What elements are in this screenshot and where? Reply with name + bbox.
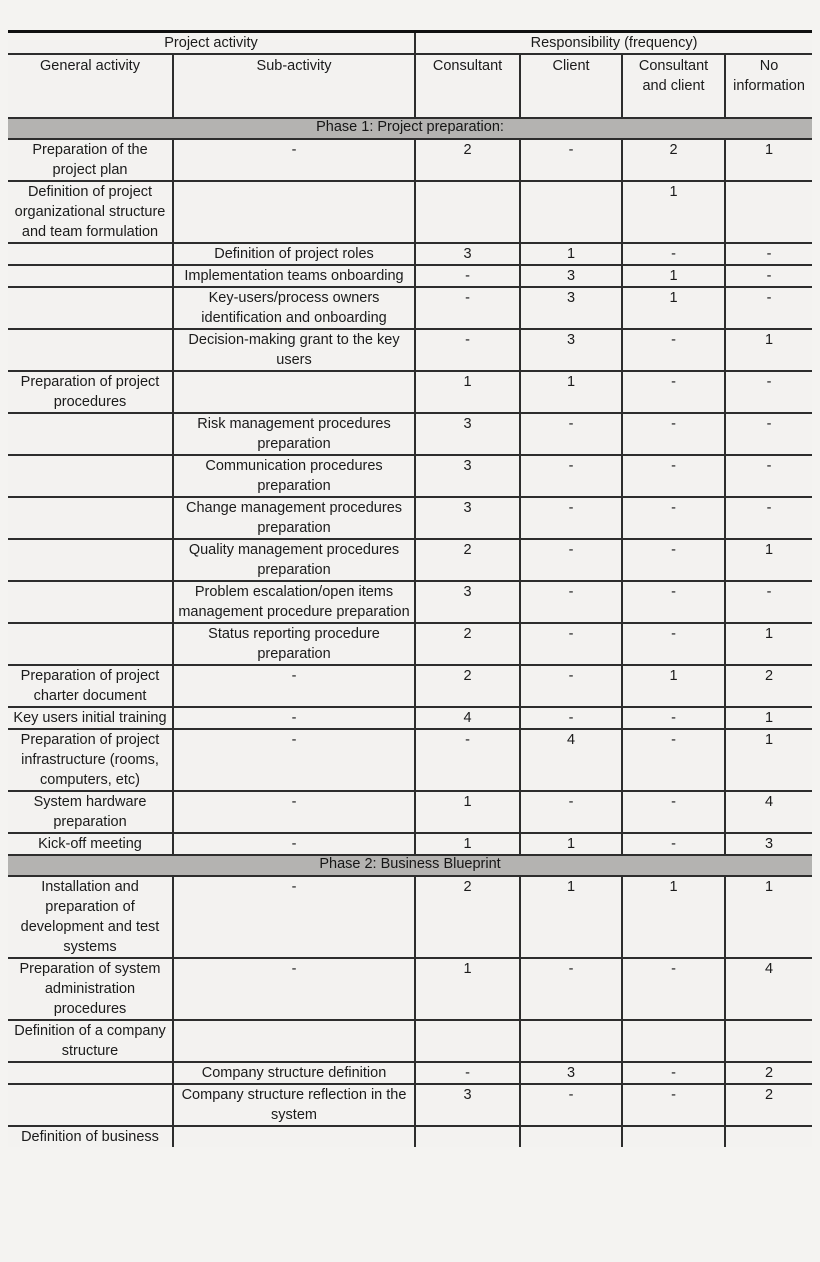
responsibility-table <box>8 30 812 1147</box>
col-header-consultant-and-client: Consultant and client <box>622 54 725 118</box>
activity-row <box>8 265 812 287</box>
no-information-frequency-cell: 3 <box>725 833 812 855</box>
general-activity-cell <box>8 265 173 287</box>
consultant-and-client-frequency-cell: 1 <box>622 665 725 707</box>
general-activity-cell: Preparation of project procedures <box>8 371 173 413</box>
table-body <box>8 118 812 1147</box>
consultant-and-client-frequency-cell <box>622 1126 725 1147</box>
consultant-frequency-cell: 1 <box>415 791 520 833</box>
col-header-sub-activity: Sub-activity <box>173 54 415 118</box>
consultant-and-client-frequency-cell: 1 <box>622 876 725 958</box>
activity-row <box>8 876 812 958</box>
client-frequency-cell: - <box>520 958 622 1020</box>
activity-row <box>8 539 812 581</box>
activity-row <box>8 665 812 707</box>
consultant-and-client-frequency-cell: - <box>622 497 725 539</box>
sub-activity-cell: Key-users/process owners identification and onboarding <box>173 287 415 329</box>
consultant-and-client-frequency-cell: - <box>622 958 725 1020</box>
sub-activity-cell: - <box>173 729 415 791</box>
consultant-and-client-frequency-cell: - <box>622 623 725 665</box>
client-frequency-cell: 3 <box>520 287 622 329</box>
consultant-and-client-frequency-cell: - <box>622 1062 725 1084</box>
general-activity-cell: Kick-off meeting <box>8 833 173 855</box>
no-information-frequency-cell: 2 <box>725 665 812 707</box>
no-information-frequency-cell: - <box>725 371 812 413</box>
consultant-frequency-cell: - <box>415 729 520 791</box>
consultant-frequency-cell <box>415 1020 520 1062</box>
client-frequency-cell: 3 <box>520 265 622 287</box>
client-frequency-cell <box>520 181 622 243</box>
client-frequency-cell: - <box>520 665 622 707</box>
no-information-frequency-cell: - <box>725 581 812 623</box>
general-activity-cell: Preparation of project infrastructure (rooms, computers, etc) <box>8 729 173 791</box>
sub-activity-cell <box>173 371 415 413</box>
client-frequency-cell: - <box>520 455 622 497</box>
general-activity-cell <box>8 581 173 623</box>
consultant-frequency-cell: 3 <box>415 581 520 623</box>
no-information-frequency-cell: 1 <box>725 729 812 791</box>
client-frequency-cell: - <box>520 791 622 833</box>
activity-row <box>8 623 812 665</box>
consultant-frequency-cell: 3 <box>415 413 520 455</box>
no-information-frequency-cell <box>725 1126 812 1147</box>
consultant-and-client-frequency-cell: - <box>622 539 725 581</box>
no-information-frequency-cell: 1 <box>725 623 812 665</box>
consultant-frequency-cell: - <box>415 287 520 329</box>
activity-row <box>8 958 812 1020</box>
no-information-frequency-cell: 4 <box>725 791 812 833</box>
sub-activity-cell: - <box>173 958 415 1020</box>
consultant-frequency-cell: 4 <box>415 707 520 729</box>
col-header-consultant: Consultant <box>415 54 520 118</box>
group-header-project-activity: Project activity <box>8 32 415 54</box>
phase-title: Phase 2: Business Blueprint <box>8 855 812 876</box>
consultant-and-client-frequency-cell: - <box>622 455 725 497</box>
phase-band-row <box>8 855 812 876</box>
client-frequency-cell: 3 <box>520 329 622 371</box>
col-header-no-information: No information <box>725 54 812 118</box>
consultant-and-client-frequency-cell: 2 <box>622 139 725 181</box>
consultant-frequency-cell: 1 <box>415 958 520 1020</box>
phase-title: Phase 1: Project preparation: <box>8 118 812 139</box>
consultant-and-client-frequency-cell: - <box>622 707 725 729</box>
activity-row <box>8 497 812 539</box>
no-information-frequency-cell: - <box>725 287 812 329</box>
activity-row <box>8 413 812 455</box>
consultant-and-client-frequency-cell: 1 <box>622 287 725 329</box>
no-information-frequency-cell: 1 <box>725 876 812 958</box>
activity-row <box>8 243 812 265</box>
consultant-frequency-cell: 3 <box>415 455 520 497</box>
general-activity-cell <box>8 243 173 265</box>
activity-row <box>8 181 812 243</box>
consultant-and-client-frequency-cell: - <box>622 243 725 265</box>
activity-row <box>8 329 812 371</box>
client-frequency-cell: - <box>520 497 622 539</box>
sub-activity-cell: Risk management procedures preparation <box>173 413 415 455</box>
sub-activity-cell: Quality management procedures preparation <box>173 539 415 581</box>
activity-row <box>8 729 812 791</box>
general-activity-cell <box>8 455 173 497</box>
no-information-frequency-cell: - <box>725 455 812 497</box>
consultant-frequency-cell: 3 <box>415 1084 520 1126</box>
activity-row <box>8 581 812 623</box>
phase-band-row <box>8 118 812 139</box>
general-activity-cell <box>8 623 173 665</box>
sub-activity-cell: - <box>173 876 415 958</box>
no-information-frequency-cell: 1 <box>725 707 812 729</box>
sub-activity-cell: - <box>173 833 415 855</box>
consultant-and-client-frequency-cell: - <box>622 413 725 455</box>
no-information-frequency-cell: 1 <box>725 329 812 371</box>
sub-activity-cell: - <box>173 707 415 729</box>
activity-row <box>8 707 812 729</box>
consultant-and-client-frequency-cell: - <box>622 581 725 623</box>
general-activity-cell: Definition of project organizational structure and team formulation <box>8 181 173 243</box>
consultant-frequency-cell: - <box>415 1062 520 1084</box>
consultant-frequency-cell: 1 <box>415 371 520 413</box>
general-activity-cell: Definition of business <box>8 1126 173 1147</box>
group-header-responsibility-frequency: Responsibility (frequency) <box>415 32 812 54</box>
no-information-frequency-cell <box>725 1020 812 1062</box>
no-information-frequency-cell: 1 <box>725 139 812 181</box>
consultant-and-client-frequency-cell: - <box>622 833 725 855</box>
activity-row <box>8 1126 812 1147</box>
client-frequency-cell <box>520 1126 622 1147</box>
consultant-and-client-frequency-cell: - <box>622 729 725 791</box>
general-activity-cell: Definition of a company structure <box>8 1020 173 1062</box>
client-frequency-cell: 3 <box>520 1062 622 1084</box>
no-information-frequency-cell: - <box>725 265 812 287</box>
client-frequency-cell: 1 <box>520 243 622 265</box>
general-activity-cell: Key users initial training <box>8 707 173 729</box>
client-frequency-cell: - <box>520 581 622 623</box>
col-header-general-activity: General activity <box>8 54 173 118</box>
no-information-frequency-cell: 2 <box>725 1062 812 1084</box>
consultant-and-client-frequency-cell <box>622 1020 725 1062</box>
no-information-frequency-cell: 2 <box>725 1084 812 1126</box>
activity-row <box>8 455 812 497</box>
col-header-client: Client <box>520 54 622 118</box>
client-frequency-cell: - <box>520 707 622 729</box>
sub-activity-cell: Definition of project roles <box>173 243 415 265</box>
general-activity-cell: Preparation of system administration procedures <box>8 958 173 1020</box>
sub-activity-cell: - <box>173 139 415 181</box>
activity-row <box>8 1062 812 1084</box>
client-frequency-cell: - <box>520 139 622 181</box>
consultant-frequency-cell: 2 <box>415 665 520 707</box>
consultant-frequency-cell: 3 <box>415 243 520 265</box>
consultant-and-client-frequency-cell: - <box>622 329 725 371</box>
sub-activity-cell: Communication procedures preparation <box>173 455 415 497</box>
client-frequency-cell: - <box>520 1084 622 1126</box>
no-information-frequency-cell: - <box>725 243 812 265</box>
client-frequency-cell: - <box>520 539 622 581</box>
client-frequency-cell: 1 <box>520 833 622 855</box>
activity-row <box>8 287 812 329</box>
client-frequency-cell: - <box>520 413 622 455</box>
sub-activity-cell: Change management procedures preparation <box>173 497 415 539</box>
consultant-and-client-frequency-cell: 1 <box>622 265 725 287</box>
consultant-frequency-cell <box>415 1126 520 1147</box>
no-information-frequency-cell: 4 <box>725 958 812 1020</box>
sub-activity-cell: Company structure reflection in the system <box>173 1084 415 1126</box>
activity-row <box>8 833 812 855</box>
general-activity-cell <box>8 287 173 329</box>
activity-row <box>8 791 812 833</box>
consultant-and-client-frequency-cell: 1 <box>622 181 725 243</box>
consultant-and-client-frequency-cell: - <box>622 1084 725 1126</box>
consultant-and-client-frequency-cell: - <box>622 791 725 833</box>
consultant-frequency-cell: 2 <box>415 623 520 665</box>
consultant-frequency-cell: 2 <box>415 139 520 181</box>
consultant-frequency-cell: - <box>415 329 520 371</box>
consultant-frequency-cell: 2 <box>415 876 520 958</box>
sub-activity-cell: Implementation teams onboarding <box>173 265 415 287</box>
consultant-frequency-cell: 2 <box>415 539 520 581</box>
general-activity-cell <box>8 1084 173 1126</box>
general-activity-cell <box>8 497 173 539</box>
sub-activity-cell: Company structure definition <box>173 1062 415 1084</box>
general-activity-cell: System hardware preparation <box>8 791 173 833</box>
sub-activity-cell: - <box>173 791 415 833</box>
consultant-frequency-cell <box>415 181 520 243</box>
sub-activity-cell: Decision-making grant to the key users <box>173 329 415 371</box>
activity-row <box>8 1084 812 1126</box>
sub-activity-cell: - <box>173 665 415 707</box>
activity-row <box>8 371 812 413</box>
general-activity-cell: Preparation of the project plan <box>8 139 173 181</box>
consultant-frequency-cell: 1 <box>415 833 520 855</box>
sub-activity-cell <box>173 181 415 243</box>
general-activity-cell <box>8 329 173 371</box>
consultant-frequency-cell: 3 <box>415 497 520 539</box>
client-frequency-cell: 1 <box>520 876 622 958</box>
consultant-and-client-frequency-cell: - <box>622 371 725 413</box>
consultant-frequency-cell: - <box>415 265 520 287</box>
group-header-row <box>8 32 812 54</box>
activity-row <box>8 139 812 181</box>
client-frequency-cell: - <box>520 623 622 665</box>
client-frequency-cell: 4 <box>520 729 622 791</box>
sub-activity-cell <box>173 1126 415 1147</box>
general-activity-cell <box>8 413 173 455</box>
no-information-frequency-cell: 1 <box>725 539 812 581</box>
client-frequency-cell <box>520 1020 622 1062</box>
general-activity-cell <box>8 539 173 581</box>
sub-activity-cell: Problem escalation/open items management procedure preparation <box>173 581 415 623</box>
sub-activity-cell <box>173 1020 415 1062</box>
column-header-row <box>8 54 812 118</box>
client-frequency-cell: 1 <box>520 371 622 413</box>
no-information-frequency-cell <box>725 181 812 243</box>
no-information-frequency-cell: - <box>725 413 812 455</box>
general-activity-cell: Installation and preparation of development and test systems <box>8 876 173 958</box>
general-activity-cell: Preparation of project charter document <box>8 665 173 707</box>
table-header <box>8 32 812 118</box>
general-activity-cell <box>8 1062 173 1084</box>
no-information-frequency-cell: - <box>725 497 812 539</box>
sub-activity-cell: Status reporting procedure preparation <box>173 623 415 665</box>
activity-row <box>8 1020 812 1062</box>
